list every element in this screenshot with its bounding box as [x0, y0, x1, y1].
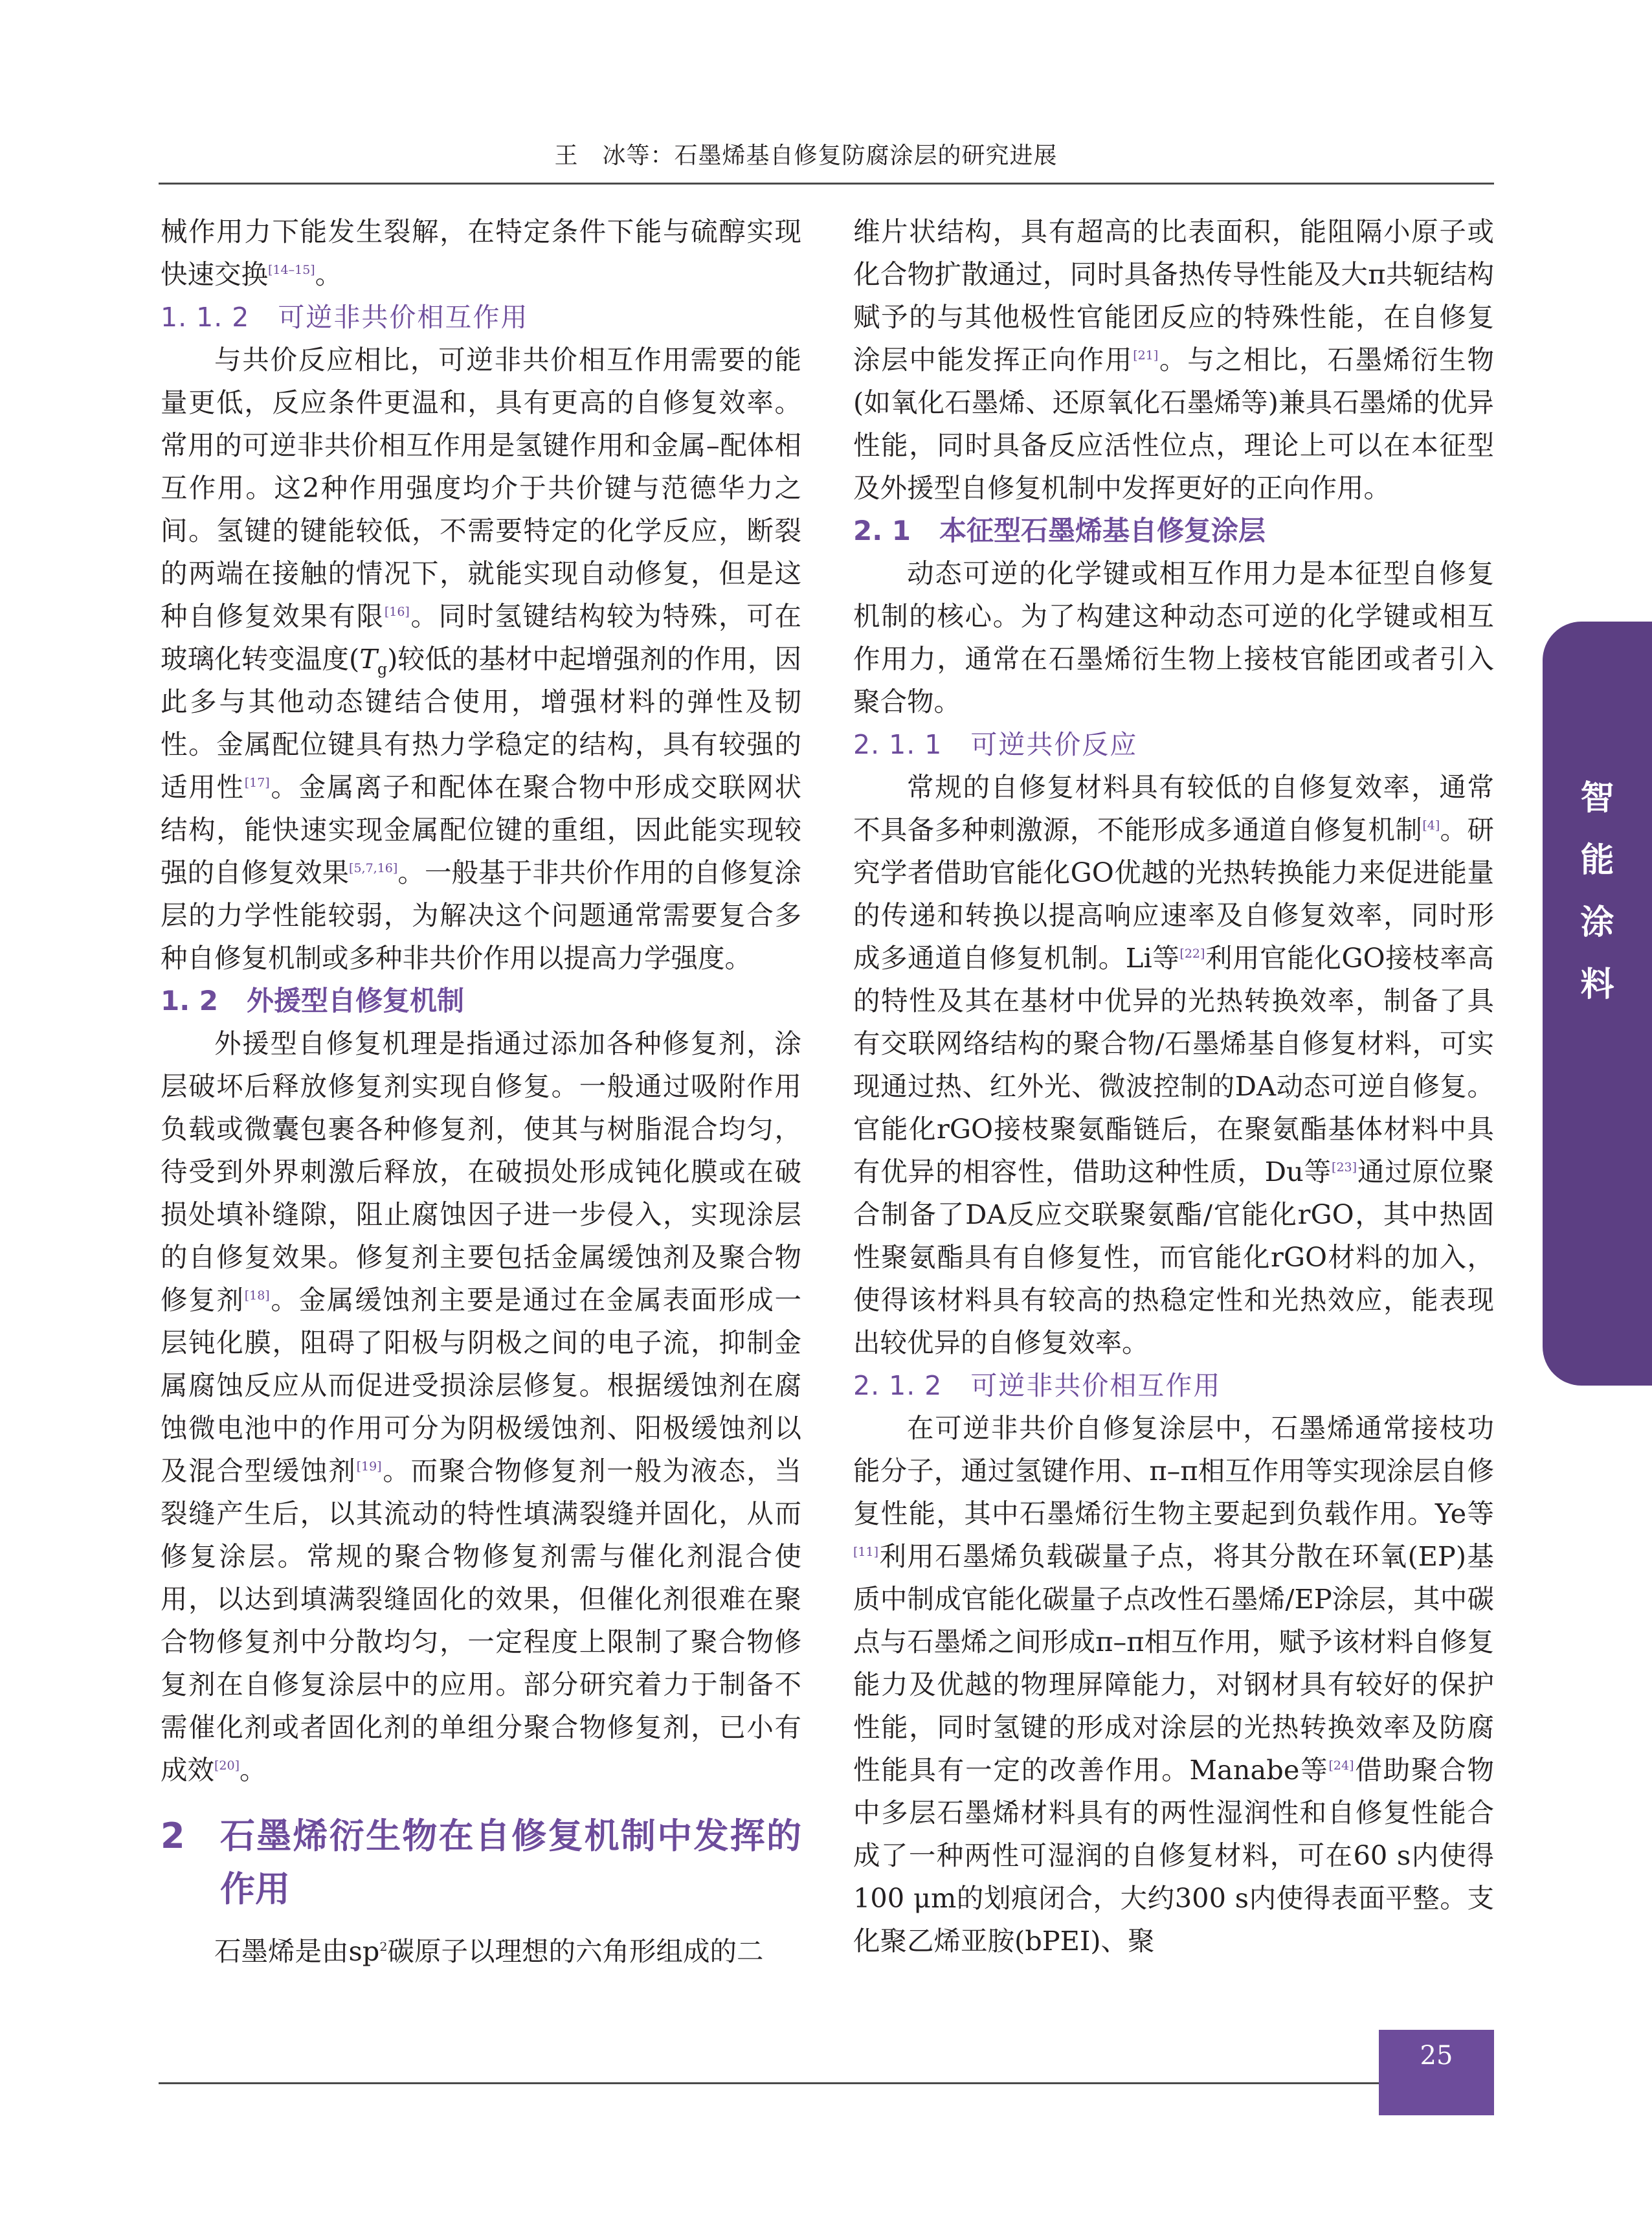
- paragraph-intrinsic: 动态可逆的化学键或相互作用力是本征型自修复机制的核心。为了构建这种动态可逆的化学键或相互作用力，通常在石墨烯衍生物上接枝官能团或者引入聚合物。: [853, 557, 1494, 717]
- section-heading-2: 2 石墨烯衍生物在自修复机制中发挥的作用: [161, 1816, 801, 1909]
- section-heading-1-2: 1. 2 外援型自修复机制: [161, 985, 465, 1017]
- paragraph-graphene-intro: 石墨烯是由$sp^2$碳原子以理想的六角形组成的二: [214, 1935, 764, 1967]
- citation: [17]: [244, 776, 270, 791]
- citation: [20]: [214, 1759, 240, 1773]
- side-tab-char: 料: [1580, 965, 1614, 1004]
- section-heading-2-1-1: 2. 1. 1 可逆共价反应: [853, 729, 1138, 760]
- side-tab-char: 涂: [1580, 903, 1614, 942]
- paragraph-covalent: 常规的自修复材料具有较低的自修复效率，通常不具备多种刺激源，不能形成多通道自修复机制[4]。研究学者借助官能化GO优越的光热转换能力来促进能量的传递和转换以提高响应速率及自修复效率，同时形成多通道自修复机制。Li等[22]利用官能化GO接枝率高的特性及其在基材中优异的光热转换效率，制备了具有交联网络结构的聚合物/石墨烯基自修复材料，可实现通过热、红外光、微波控制的DA动态可逆自修复。官能化rGO接枝聚氨酯链后，在聚氨酯基体材料中具有优异的相容性，借助这种性质，Du等[23]通过原位聚合制备了DA反应交联聚氨酯/官能化rGO，其中热固性聚氨酯具有自修复性，而官能化rGO材料的加入，使得该材料具有较高的热稳定性和光热效应，能表现出较优异的自修复效率。: [853, 771, 1494, 1358]
- page-number: 25: [1379, 2030, 1494, 2115]
- side-tab-char: 能: [1580, 841, 1614, 880]
- citation: [14–15]: [268, 263, 315, 278]
- section-heading-2-1-2: 2. 1. 2 可逆非共价相互作用: [853, 1370, 1222, 1401]
- citation: [22]: [1179, 947, 1205, 961]
- paragraph-extrinsic: 外援型自修复机理是指通过添加各种修复剂，涂层破坏后释放修复剂实现自修复。一般通过吸附作用负载或微囊包裹各种修复剂，使其与树脂混合均匀，待受到外界刺激后释放，在破损处形成钝化膜或在破损处填补缝隙，阻止腐蚀因子进一步侵入，实现涂层的自修复效果。修复剂主要包括金属缓蚀剂及聚合物修复剂[18]。金属缓蚀剂主要是通过在金属表面形成一层钝化膜，阻碍了阳极与阴极之间的电子流，抑制金属腐蚀反应从而促进受损涂层修复。根据缓蚀剂在腐蚀微电池中的作用可分为阴极缓蚀剂、阳极缓蚀剂以及混合型缓蚀剂[19]。而聚合物修复剂一般为液态，当裂缝产生后，以其流动的特性填满裂缝并固化，从而修复涂层。常规的聚合物修复剂需与催化剂混合使用，以达到填满裂缝固化的效果，但催化剂很难在聚合物修复剂中分散均匀，一定程度上限制了聚合物修复剂在自修复涂层中的应用。部分研究着力于制备不需催化剂或者固化剂的单组分聚合物修复剂，已小有成效[20]。: [161, 1028, 801, 1786]
- citation: [23]: [1332, 1160, 1357, 1175]
- running-header: 王 冰等：石墨烯基自修复防腐涂层的研究进展: [554, 142, 1058, 169]
- paragraph-noncovalent-graphene: 在可逆非共价自修复涂层中，石墨烯通常接枝功能分子，通过氢键作用、π–π相互作用等实现涂层自修复性能，其中石墨烯衍生物主要起到负载作用。Ye等[11]利用石墨烯负载碳量子点，将其分散在环氧(EP)基质中制成官能化碳量子点改性石墨烯/EP涂层，其中碳点与石墨烯之间形成π–π相互作用，赋予该材料自修复能力及优越的物理屏障能力，对钢材具有较好的保护性能，同时氢键的形成对涂层的光热转换效率及防腐性能具有一定的改善作用。Manabe等[24]借助聚合物中多层石墨烯材料具有的两性湿润性和自修复性能合成了一种两性可湿润的自修复材料，可在60 s内使得100 μm的划痕闭合，大约300 s内使得表面平整。支化聚乙烯亚胺(bPEI)、聚: [853, 1412, 1494, 1957]
- citation: [24]: [1328, 1759, 1354, 1773]
- side-tab-label: [1543, 767, 1652, 1016]
- section-heading-1-1-2: 1. 1. 2 可逆非共价相互作用: [161, 302, 529, 333]
- paragraph-continuation: 械作用力下能发生裂解，在特定条件下能与硫醇实现快速交换[14–15]。: [161, 216, 801, 290]
- paragraph-continuation: 维片状结构，具有超高的比表面积，能阻隔小原子或化合物扩散通过，同时具备热传导性能及大π共轭结构赋予的与其他极性官能团反应的特殊性能，在自修复涂层中能发挥正向作用[21]。与之相比，石墨烯衍生物(如氧化石墨烯、还原氧化石墨烯等)兼具石墨烯的优异性能，同时具备反应活性位点，理论上可以在本征型及外援型自修复机制中发挥更好的正向作用。: [853, 216, 1494, 504]
- citation: [18]: [244, 1288, 270, 1303]
- citation: [16]: [384, 605, 410, 620]
- side-tab-char: 智: [1580, 779, 1614, 818]
- left-column: [161, 210, 801, 1973]
- header-divider: [159, 183, 1494, 185]
- paragraph-noncovalent: 与共价反应相比，可逆非共价相互作用需要的能量更低，反应条件更温和，具有更高的自修复效率。常用的可逆非共价相互作用是氢键作用和金属–配体相互作用。这2种作用强度均介于共价键与范德华力之间。氢键的键能较低，不需要特定的化学反应，断裂的两端在接触的情况下，就能实现自动修复，但是这种自修复效果有限[16]。同时氢键结构较为特殊，可在玻璃化转变温度$(T_g)$较低的基材中起增强剂的作用，因此多与其他动态键结合使用，增强材料的弹性及韧性。金属配位键具有热力学稳定的结构，具有较强的适用性[17]。金属离子和配体在聚合物中形成交联网状结构，能快速实现金属配位键的重组，因此能实现较强的自修复效果[5,7,16]。一般基于非共价作用的自修复涂层的力学性能较弱，为解决这个问题通常需要复合多种自修复机制或多种非共价作用以提高力学强度。: [161, 344, 801, 974]
- citation: [4]: [1422, 818, 1440, 833]
- right-column: [853, 210, 1494, 1962]
- citation: [21]: [1133, 348, 1159, 363]
- footer-divider: [159, 2082, 1494, 2084]
- citation: [5,7,16]: [349, 861, 398, 876]
- citation: [11]: [853, 1545, 879, 1560]
- section-heading-2-1: 2. 1 本征型石墨烯基自修复涂层: [853, 515, 1266, 546]
- section-side-tab: [1543, 622, 1652, 1386]
- citation: [19]: [356, 1459, 382, 1474]
